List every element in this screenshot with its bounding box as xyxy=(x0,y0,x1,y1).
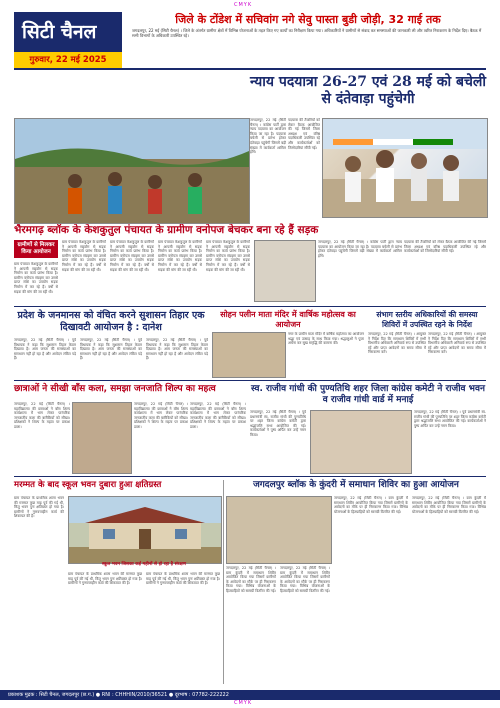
story-temple-headline: सोहन पलीन माता मंदिर में वार्षिक महोत्सव का आयोजन xyxy=(220,310,356,329)
story-left-body-col2: ग्राम पंचायत केशकुतुल के ग्रामीणों ने आपसी सहयोग से सड़क निर्माण का कार्य प्रारंभ किया है। ग्रामीण वनोपज संग्रहण कर उससे प्राप्त राशि का उपयोग सड़क निर्माण में कर रहे हैं। वर्षों से सड़क की मांग की जा रही थी। xyxy=(62,240,106,272)
story-review-headline: संभाग स्तरीय अधिकारियों की समस्या शिविरों में उपस्थित रहने के निर्देश xyxy=(376,310,478,329)
story-rajiv-headline: स्व. राजीव गांधी की पुण्यतिथि शहर जिला कांग्रेस कमेटी ने राजीव भवन व राजीव गांधी वार्ड में मनाई xyxy=(250,384,485,405)
section-divider xyxy=(14,380,486,381)
story-camp-body-1: जगदलपुर, 22 मई (सिटी चैनल) । ग्राम कुंदरी में समाधान शिविर आयोजित किया गया जिसमें ग्रामीणों के आवेदनों का मौके पर ही निराकरण किया गया। विभिन्न योजनाओं के हितग्राहियों को सामग्री वितरित की गई। xyxy=(334,496,408,514)
story-rajiv-body-2: जगदलपुर, 22 मई (सिटी चैनल) । पूर्व प्रधानमंत्री स्व. राजीव गांधी की पुण्यतिथि पर शहर जिला कांग्रेस कमेटी द्वारा श्रद्धांजलि सभा आयोजित की गई। कार्यकर्ताओं ने पुष्प अर्पित कर उन्हें नमन किया। xyxy=(414,410,486,428)
lead-body-right: पदयात्रा की तैयारियों को लेकर बैठक आयोजित की गई जिसमें जिला अध्यक्ष एवं वरिष्ठ पदाधिकारी उपस्थित रहे और कार्यकर्ताओं को जिम्मेदारियां सौंपी गईं। xyxy=(288,118,320,150)
top-headline: जिले के टोंडेश में सचिवांग नगे सेवु पास्ता बुडी जोड़ी, 32 गाई तक xyxy=(175,13,441,26)
color-registration-mark: CMYK xyxy=(234,700,253,706)
column-divider xyxy=(223,480,224,684)
story-camp-body-2: जगदलपुर, 22 मई (सिटी चैनल) । ग्राम कुंदरी में समाधान शिविर आयोजित किया गया जिसमें ग्रामीणों के आवेदनों का मौके पर ही निराकरण किया गया। विभिन्न योजनाओं के हितग्राहियों को सामग्री वितरित की गई। xyxy=(412,496,486,514)
camp-photo xyxy=(226,496,332,564)
school-photo xyxy=(68,496,222,564)
story-rajiv-body-1: जगदलपुर, 22 मई (सिटी चैनल) । पूर्व प्रधानमंत्री स्व. राजीव गांधी की पुण्यतिथि पर शहर जिला कांग्रेस कमेटी द्वारा श्रद्धांजलि सभा आयोजित की गई। कार्यकर्ताओं ने पुष्प अर्पित कर उन्हें नमन किया। xyxy=(250,410,306,437)
story-left-body-col3: ग्राम पंचायत केशकुतुल के ग्रामीणों ने आपसी सहयोग से सड़क निर्माण का कार्य प्रारंभ किया है। ग्रामीण वनोपज संग्रहण कर उससे प्राप्त राशि का उपयोग सड़क निर्माण में कर रहे हैं। वर्षों से सड़क की मांग की जा रही थी। xyxy=(110,240,154,272)
school-photo-caption: स्कूल भवन जिसका कई महीनों से हो रहा है संरक्षण xyxy=(101,562,186,567)
school-building-illustration xyxy=(69,497,221,563)
newspaper-title: सिटी चैनल xyxy=(22,21,97,43)
footer-imprint: प्रकाशक मुद्रक : सिटी चैनल, जगदलपुर (छ.ग.) ● RNI : CHHHIN/2010/36521 ● दूरभाष : 07782-222222 xyxy=(8,692,229,698)
story-left-photo xyxy=(14,118,250,224)
color-registration-mark: CMYK xyxy=(234,2,253,8)
story-welfare-body-1: जगदलपुर, 22 मई (सिटी चैनल) । पूर्व विधायक ने कहा कि सुशासन तिहार केवल दिखावा है। आम जनता की समस्याओं का समाधान नहीं हो रहा है और आवेदन लंबित पड़े हैं। xyxy=(14,338,76,361)
lead-body-continued-2: पदयात्रा की तैयारियों को लेकर बैठक आयोजित की गई जिसमें जिला अध्यक्ष एवं वरिष्ठ पदाधिकारी उपस्थित रहे और कार्यकर्ताओं को जिम्मेदारियां सौंपी गईं। xyxy=(404,240,486,254)
story-left-box-title: ग्रामीणों से मिलकर किया आयोजन xyxy=(14,240,58,258)
story-left-body-col1: ग्राम पंचायत केशकुतुल के ग्रामीणों ने आपसी सहयोग से सड़क निर्माण का कार्य प्रारंभ किया है। ग्रामीण वनोपज संग्रहण कर उससे प्राप्त राशि का उपयोग सड़क निर्माण में कर रहे हैं। वर्षों से सड़क की मांग की जा रही थी। xyxy=(14,262,58,294)
lead-body-continued: जगदलपुर, 22 मई (सिटी चैनल) । कांग्रेस पार्टी द्वारा न्याय पदयात्रा का आयोजन किया जा रहा है। पदयात्रा बचेली से प्रारंभ होकर दंतेवाड़ा पहुंचेगी जिसमें बड़ी संख्या में कार्यकर्ता शामिल होंगे। xyxy=(318,240,402,258)
story-camp-body-3: जगदलपुर, 22 मई (सिटी चैनल) । ग्राम कुंदरी में समाधान शिविर आयोजित किया गया जिसमें ग्रामीणों के आवेदनों का मौके पर ही निराकरण किया गया। विभिन्न योजनाओं के हितग्राहियों को सामग्री वितरित की गई। xyxy=(226,566,276,593)
section-divider xyxy=(14,306,486,307)
story-students-body-3: जगदलपुर, 22 मई (सिटी चैनल) । महाविद्यालय की छात्राओं ने बाँस शिल्प कार्यशाला में भाग लेकर पारंपरिक जनजातीय कला की बारीकियों को सीखा। प्रशिक्षकों ने शिल्प के महत्व पर प्रकाश डाला। xyxy=(190,402,246,429)
story-review-body-2: जगदलपुर, 22 मई (सिटी चैनल) । आयुक्त ने निर्देश दिए कि समाधान शिविरों में सभी विभागीय अधिकारी अनिवार्य रूप से उपस्थित रहें और प्राप्त आवेदनों का समय सीमा में निराकरण करें। xyxy=(428,332,486,355)
crowd-photo-illustration xyxy=(323,119,487,217)
story-camp-headline: जगदलपुर ब्लॉक के कुंदरी में समाधान शिविर का हुआ आयोजन xyxy=(253,480,459,490)
newspaper-logo xyxy=(14,12,122,68)
lead-story xyxy=(250,74,486,108)
village-photo-illustration xyxy=(15,119,249,223)
story-school-body-3: ग्राम पंचायत के प्राथमिक शाला भवन की मरम्मत कुछ माह पूर्व की गई थी, किंतु भवन पुनः क्षतिग्रस्त हो गया है। ग्रामीणों ने गुणवत्ताहीन कार्य की शिकायत की है। xyxy=(146,572,220,586)
story-left-headline-row xyxy=(14,224,486,237)
story-school-body-2: ग्राम पंचायत के प्राथमिक शाला भवन की मरम्मत कुछ माह पूर्व की गई थी, किंतु भवन पुनः क्षतिग्रस्त हो गया है। ग्रामीणों ने गुणवत्ताहीन कार्य की शिकायत की है। xyxy=(68,572,142,586)
story-students-body-1: जगदलपुर, 22 मई (सिटी चैनल) । महाविद्यालय की छात्राओं ने बाँस शिल्प कार्यशाला में भाग लेकर पारंपरिक जनजातीय कला की बारीकियों को सीखा। प्रशिक्षकों ने शिल्प के महत्व पर प्रकाश डाला। xyxy=(14,402,70,429)
issue-date: गुरुवार, 22 मई 2025 xyxy=(14,52,122,68)
lead-body-left: जगदलपुर, 22 मई (सिटी चैनल) । कांग्रेस पार्टी द्वारा न्याय पदयात्रा का आयोजन किया जा रहा है। पदयात्रा बचेली से प्रारंभ होकर दंतेवाड़ा पहुंचेगी जिसमें बड़ी संख्या में कार्यकर्ता शामिल होंगे। xyxy=(250,118,286,155)
story-students-body-2: जगदलपुर, 22 मई (सिटी चैनल) । महाविद्यालय की छात्राओं ने बाँस शिल्प कार्यशाला में भाग लेकर पारंपरिक जनजातीय कला की बारीकियों को सीखा। प्रशिक्षकों ने शिल्प के महत्व पर प्रकाश डाला। xyxy=(134,402,188,429)
story-students-headline: छात्राओं ने सीखी बाँस कला, समझा जनजाति शिल्प का महत्व xyxy=(14,384,216,394)
story-temple-body: नगर के प्राचीन माता मंदिर में वार्षिक महोत्सव का आयोजन श्रद्धा एवं उत्साह के साथ किया गया। श्रद्धालुओं ने पूजा अर्चना कर सुख समृद्धि की कामना की। xyxy=(288,332,364,346)
temple-photo xyxy=(212,332,286,378)
lead-headline: न्याय पदयात्रा 26-27 एवं 28 मई को बचेली से दंतेवाड़ा पहुंचेगी xyxy=(250,74,487,107)
story-review-body-1: जगदलपुर, 22 मई (सिटी चैनल) । आयुक्त ने निर्देश दिए कि समाधान शिविरों में सभी विभागीय अधिकारी अनिवार्य रूप से उपस्थित रहें और प्राप्त आवेदनों का समय सीमा में निराकरण करें। xyxy=(368,332,426,355)
masthead xyxy=(14,10,486,70)
rajiv-photo xyxy=(310,410,412,474)
story-school-body-1: ग्राम पंचायत के प्राथमिक शाला भवन की मरम्मत कुछ माह पूर्व की गई थी, किंतु भवन पुनः क्षतिग्रस्त हो गया है। ग्रामीणों ने गुणवत्ताहीन कार्य की शिकायत की है। xyxy=(14,496,64,519)
story-left-body-col4: ग्राम पंचायत केशकुतुल के ग्रामीणों ने आपसी सहयोग से सड़क निर्माण का कार्य प्रारंभ किया है। ग्रामीण वनोपज संग्रहण कर उससे प्राप्त राशि का उपयोग सड़क निर्माण में कर रहे हैं। वर्षों से सड़क की मांग की जा रही थी। xyxy=(158,240,202,272)
story-welfare-body-2: जगदलपुर, 22 मई (सिटी चैनल) । पूर्व विधायक ने कहा कि सुशासन तिहार केवल दिखावा है। आम जनता की समस्याओं का समाधान नहीं हो रहा है और आवेदन लंबित पड़े हैं। xyxy=(80,338,142,361)
section-divider xyxy=(14,476,486,477)
story-school-headline: मरम्मत के बाद स्कूल भवन दुबारा हुआ क्षतिग्रस्त xyxy=(14,480,162,490)
story-camp-body-4: जगदलपुर, 22 मई (सिटी चैनल) । ग्राम कुंदरी में समाधान शिविर आयोजित किया गया जिसमें ग्रामीणों के आवेदनों का मौके पर ही निराकरण किया गया। विभिन्न योजनाओं के हितग्राहियों को सामग्री वितरित की गई। xyxy=(280,566,330,593)
footer-bar xyxy=(0,690,500,700)
story-left-body-col5: ग्राम पंचायत केशकुतुल के ग्रामीणों ने आपसी सहयोग से सड़क निर्माण का कार्य प्रारंभ किया है। ग्रामीण वनोपज संग्रहण कर उससे प्राप्त राशि का उपयोग सड़क निर्माण में कर रहे हैं। वर्षों से सड़क की मांग की जा रही थी। xyxy=(206,240,250,272)
lead-small-photo-1 xyxy=(254,240,316,302)
story-welfare-headline: प्रदेश के जनमानस को वंचित करने सुशासन तिहार एक दिखावटी आयोजन है : दानेश xyxy=(17,310,205,333)
students-photo xyxy=(72,402,132,474)
story-welfare-body-3: जगदलपुर, 22 मई (सिटी चैनल) । पूर्व विधायक ने कहा कि सुशासन तिहार केवल दिखावा है। आम जनता की समस्याओं का समाधान नहीं हो रहा है और आवेदन लंबित पड़े हैं। xyxy=(146,338,208,361)
lead-photo xyxy=(322,118,488,218)
top-story-body: जगदलपुर, 22 मई (सिटी चैनल) । जिले के अंतर्गत ग्रामीण क्षेत्रों में विभिन्न योजनाओं के तहत किए गए कार्यों का निरीक्षण किया गया। अधिकारियों ने ग्रामीणों से संवाद कर समस्याओं की जानकारी ली और त्वरित निराकरण के निर्देश दिए। बैठक में सभी विभागों के अधिकारी उपस्थित रहे। xyxy=(132,28,482,38)
story-left-headline: भैरमगढ़ ब्लॉक के केशकुतुल पंचायत के ग्रामीण वनोपज बेचकर बना रहे हैं सड़क xyxy=(14,224,319,236)
